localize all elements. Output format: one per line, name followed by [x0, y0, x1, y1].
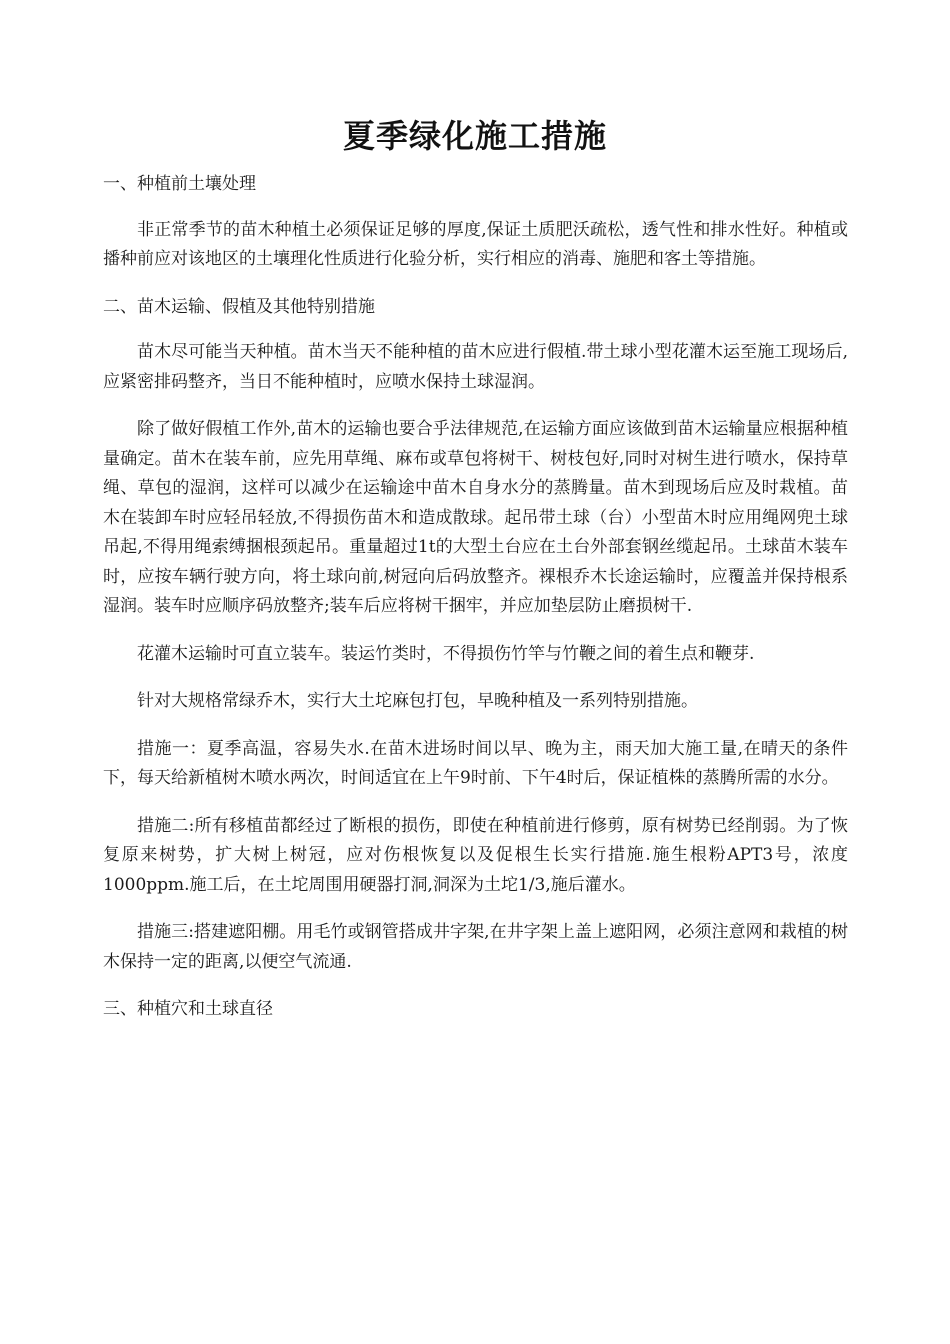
section-heading-3: 三、种植穴和土球直径: [103, 999, 273, 1019]
page-title: 夏季绿化施工措施: [342, 117, 607, 155]
paragraph: 针对大规格常绿乔木，实行大土坨麻包打包，早晚种植及一系列特别措施。: [137, 691, 698, 711]
paragraph: 措施二:所有移植苗都经过了断根的损伤，即使在种植前进行修剪，原有树势已经削弱。为了恢复原来树势，扩大树上树冠，应对伤根恢复以及促根生长实行措施.施生根粉APT3号，浓度1000ppm.施工后，在土坨周围用硬器打洞,洞深为土坨1/3,施后灌水。: [103, 815, 848, 895]
paragraph: 花灌木运输时可直立装车。装运竹类时，不得损伤竹竿与竹鞭之间的着生点和鞭芽.: [137, 643, 755, 664]
paragraph: 非正常季节的苗木种植土必须保证足够的厚度,保证土质肥沃疏松，透气性和排水性好。种植或播种前应对该地区的土壤理化性质进行化验分析，实行相应的消毒、施肥和客土等措施。: [103, 219, 848, 269]
document-body: [103, 170, 848, 1025]
paragraph: 除了做好假植工作外,苗木的运输也要合乎法律规范,在运输方面应该做到苗木运输量应根据种植量确定。苗木在装车前，应先用草绳、麻布或草包将树干、树枝包好,同时对树生进行喷水，保持草绳、草包的湿润，这样可以减少在运输途中苗木自身水分的蒸腾量。苗木到现场后应及时栽植。苗木在装卸车时应轻吊轻放,不得损伤苗木和造成散球。起吊带土球（台）小型苗木时应用绳网兜土球吊起,不得用绳索缚捆根颈起吊。重量超过1t的大型土台应在土台外部套钢丝缆起吊。土球苗木装车时，应按车辆行驶方向，将土球向前,树冠向后码放整齐。裸根乔木长途运输时，应覆盖并保持根系湿润。装车时应顺序码放整齐;装车后应将树干捆牢，并应加垫层防止磨损树干.: [103, 419, 848, 616]
paragraph: 苗木尽可能当天种植。苗木当天不能种植的苗木应进行假植.带土球小型花灌木运至施工现场后,应紧密排码整齐，当日不能种植时，应喷水保持土球湿润。: [103, 342, 848, 392]
paragraph: 措施一：夏季高温，容易失水.在苗木进场时间以早、晚为主，雨天加大施工量,在晴天的条件下，每天给新植树木喷水两次，时间适宜在上午9时前、下午4时后，保证植株的蒸腾所需的水分。: [103, 738, 848, 788]
section-heading-2: 二、苗木运输、假植及其他特别措施: [103, 296, 375, 317]
paragraph: 措施三:搭建遮阳棚。用毛竹或钢管搭成井字架,在井字架上盖上遮阳网，必须注意网和栽植的树木保持一定的距离,以便空气流通.: [103, 922, 848, 972]
section-heading-1: 一、种植前土壤处理: [103, 174, 256, 194]
